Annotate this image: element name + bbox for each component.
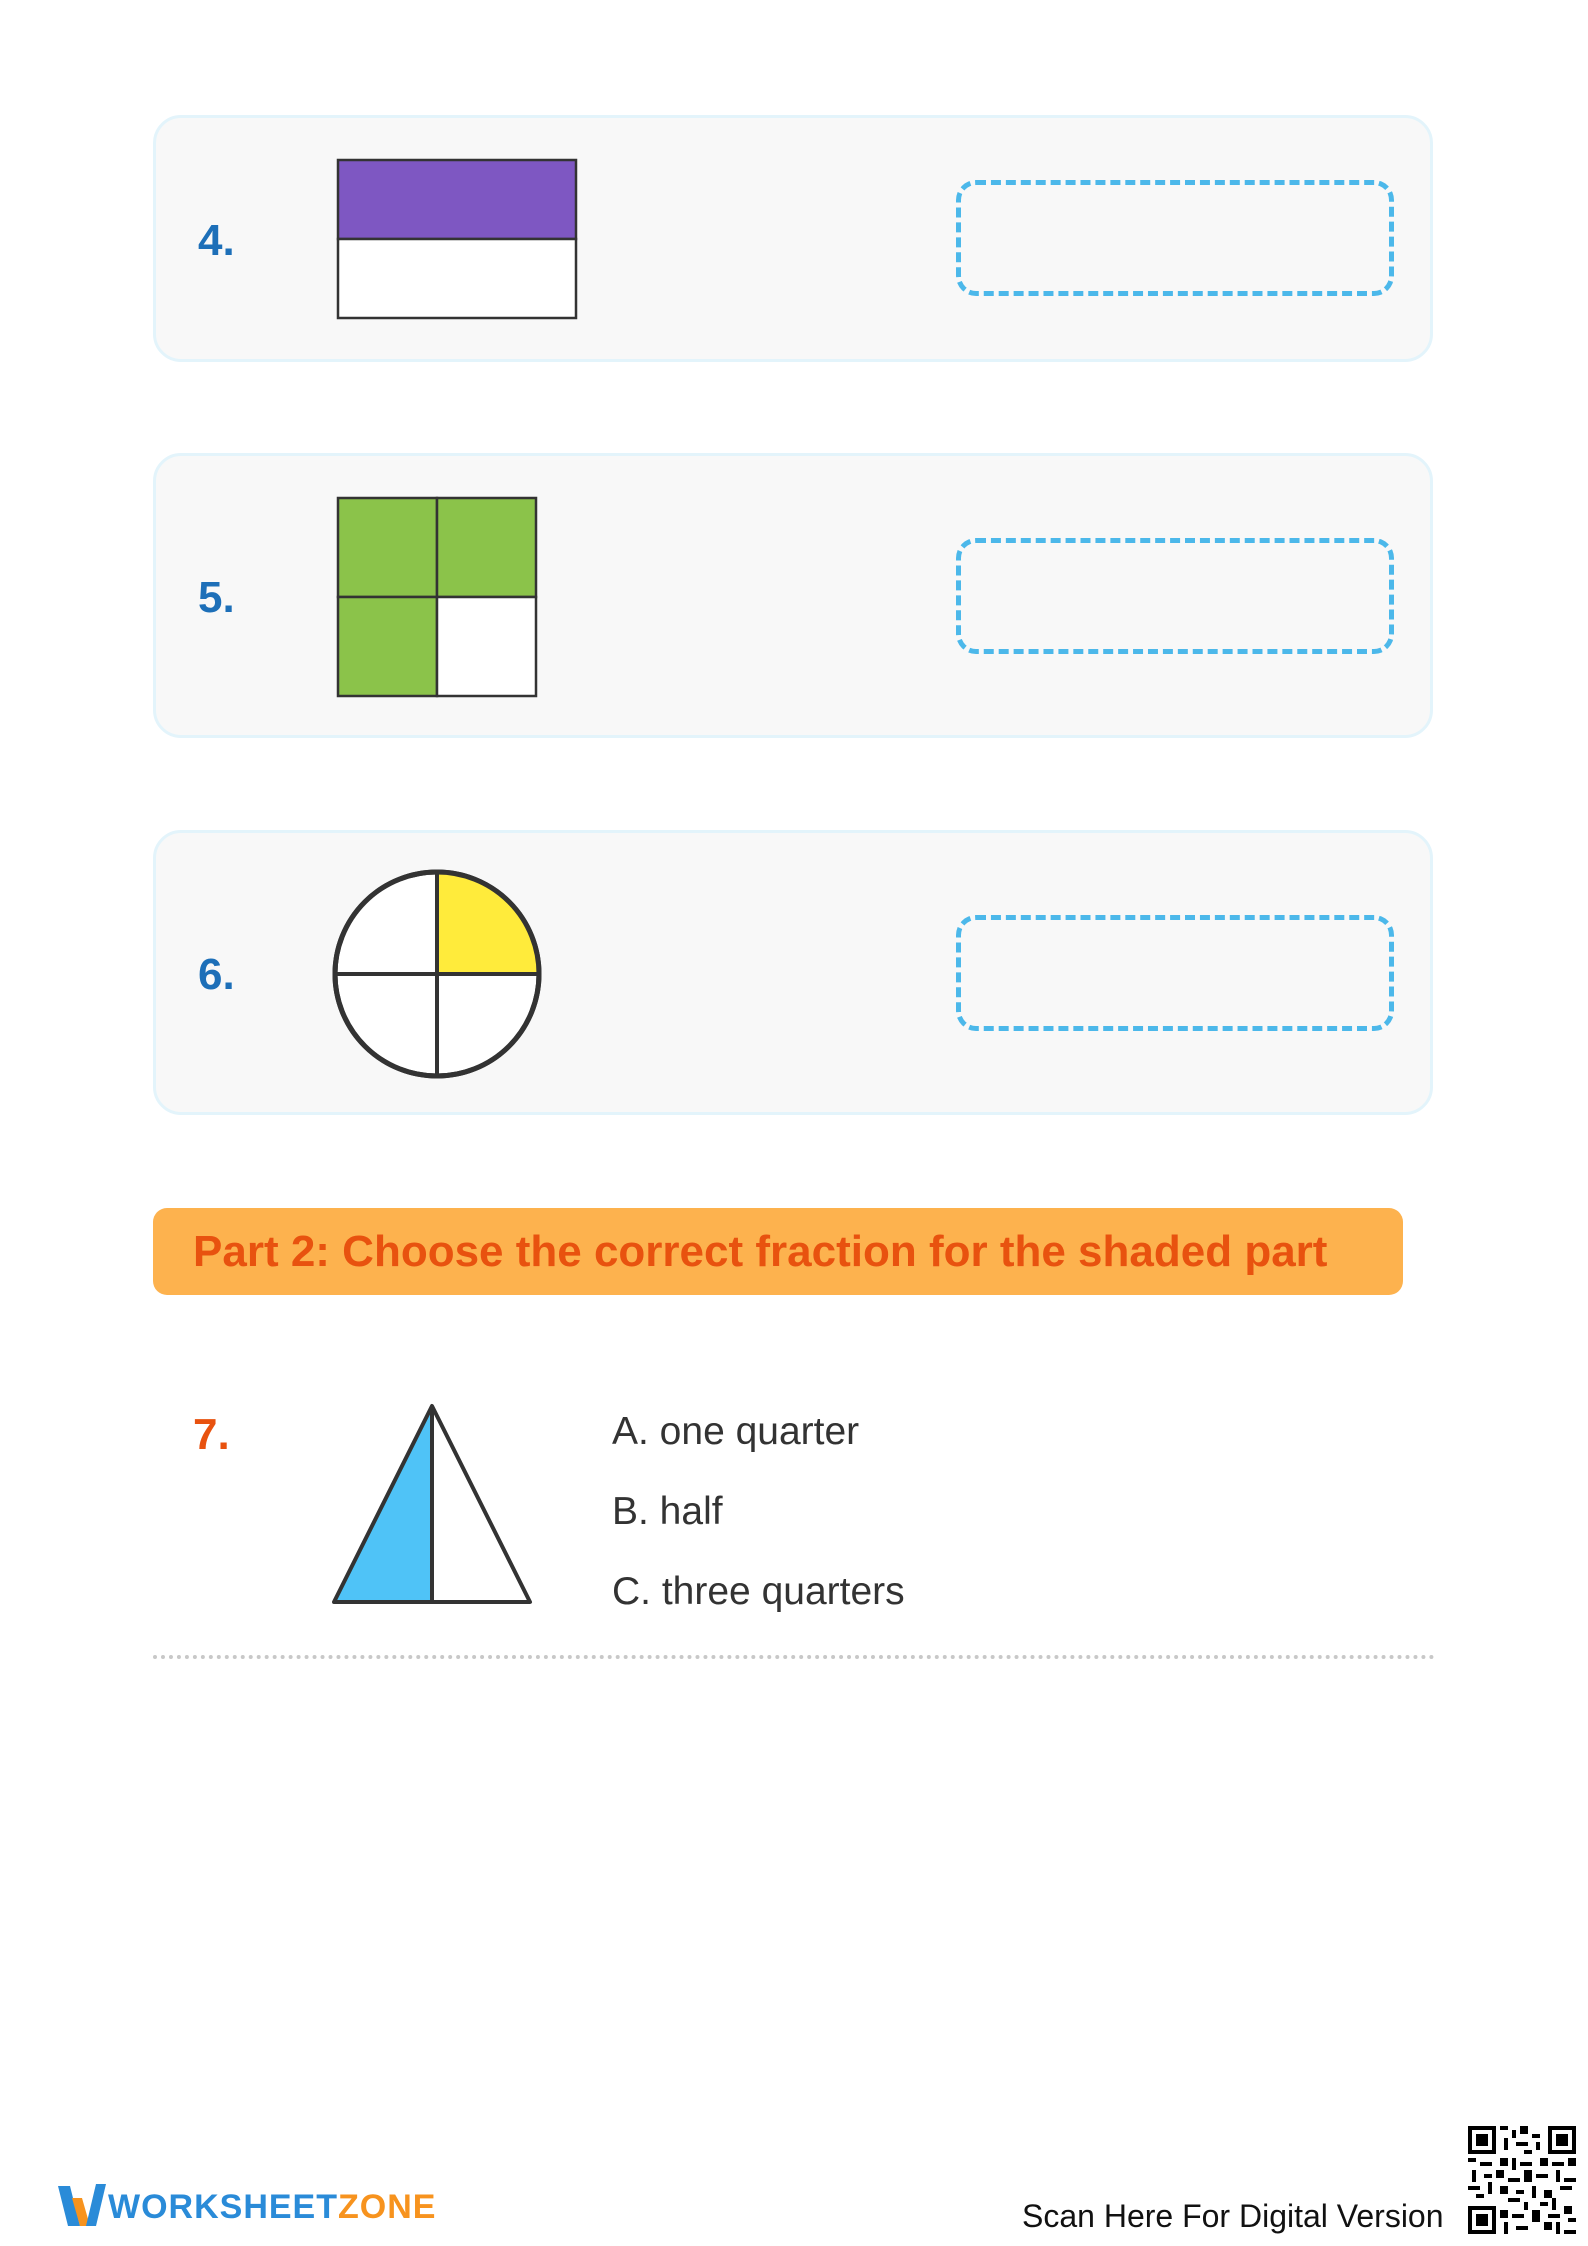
question-card-6 [153, 830, 1433, 1115]
square-quarter-3 [338, 597, 437, 696]
worksheetzone-logo-icon [56, 2178, 106, 2236]
option-a[interactable]: A. one quarter [612, 1410, 860, 1453]
question-card-4 [153, 115, 1433, 362]
question-number: 4. [198, 216, 235, 265]
square-quarter-1 [338, 498, 437, 597]
section-divider [153, 1655, 1435, 1659]
rectangle-shaded-half [338, 160, 576, 239]
question-number-7: 7. [193, 1410, 230, 1459]
option-b[interactable]: B. half [612, 1490, 723, 1533]
answer-box[interactable] [956, 180, 1394, 296]
fraction-figure-circle [330, 867, 544, 1081]
scan-caption: Scan Here For Digital Version [1022, 2198, 1444, 2234]
square-quarter-4 [437, 597, 536, 696]
qr-code-icon[interactable] [1468, 2126, 1576, 2234]
option-c[interactable]: C. three quarters [612, 1570, 905, 1613]
fraction-figure-square [336, 496, 540, 700]
fraction-figure-rectangle [336, 158, 582, 320]
part2-banner [153, 1208, 1403, 1295]
part2-title: Part 2: Choose the correct fraction for the shaded part [193, 1227, 1328, 1276]
question-number: 6. [198, 950, 235, 999]
answer-box[interactable] [956, 915, 1394, 1031]
logo-word-zone: ZONE [338, 2188, 437, 2226]
rectangle-unshaded-half [338, 239, 576, 318]
square-quarter-2 [437, 498, 536, 597]
question-card-5 [153, 453, 1433, 738]
logo-word-worksheet: WORKSHEET [108, 2188, 338, 2226]
answer-box[interactable] [956, 538, 1394, 654]
question-number: 5. [198, 573, 235, 622]
logo-wordmark [108, 2188, 436, 2227]
logo-mark-right [86, 2184, 106, 2226]
fraction-figure-triangle [330, 1402, 536, 1606]
